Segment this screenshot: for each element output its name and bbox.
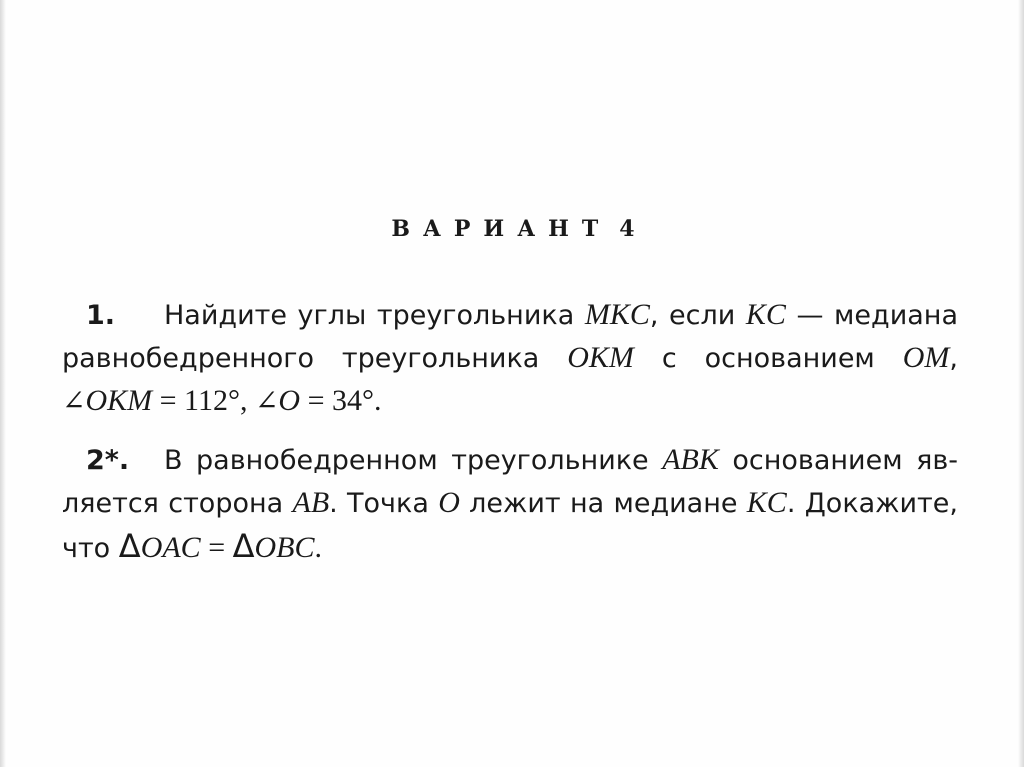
problem-1-var-mkc: MKC (584, 298, 650, 331)
problem-2-var-kc: KC (746, 486, 787, 519)
problem-1-angle1-value: = 112°, (152, 384, 255, 417)
variant-title-word: ВАРИАНТ (391, 216, 612, 242)
problem-2-var-o: O (438, 486, 460, 519)
problem-2-text-c: . Точка (329, 488, 439, 519)
triangle-icon: Δ (118, 527, 141, 565)
problem-2-equals: = (200, 531, 233, 564)
problem-2-tri2: OBC (254, 531, 315, 564)
triangle-icon: Δ (232, 527, 255, 565)
problem-2-var-abk: ABK (662, 443, 719, 476)
problem-2-end: . (314, 531, 322, 564)
problem-1-text-c: — медиана равнобедренного треугольника (62, 300, 958, 374)
problem-2-var-ab: AB (292, 486, 330, 519)
variant-title (68, 200, 958, 258)
slide-left-edge (0, 0, 6, 767)
problem-1-var-okm: OKM (567, 341, 634, 374)
problem-2-text-e: . Докажите, что (62, 488, 958, 564)
problem-2-number: 2*. (86, 445, 130, 476)
problem-1-angle1-name: OKM (85, 384, 153, 417)
variant-title-number: 4 (619, 216, 635, 242)
problem-1 (62, 294, 958, 423)
problem-1-number: 1. (86, 300, 116, 331)
problem-1-var-om: OM (902, 341, 950, 374)
problem-1-angle2-value: = 34°. (300, 384, 382, 417)
problem-2 (62, 439, 958, 570)
problem-1-text-b: , если (649, 300, 746, 331)
problem-2-text-a: В равнобедренном треугольнике (164, 445, 663, 476)
problem-2-text-b: основанием яв-ляется сторона (62, 445, 958, 519)
problem-1-text-a: Найдите углы треугольника (164, 300, 585, 331)
problem-1-text-e: , (949, 343, 958, 374)
problem-2-text-d: лежит на медиане (459, 488, 747, 519)
worksheet-content (62, 200, 958, 570)
problem-1-angle2-name: O (278, 384, 301, 417)
angle-icon: ∠ (254, 384, 279, 417)
problem-1-text-d: с основанием (633, 343, 903, 374)
slide-right-edge (1018, 0, 1024, 767)
problem-1-var-kc: KC (745, 298, 786, 331)
problem-2-tri1: OAC (140, 531, 201, 564)
angle-icon: ∠ (62, 384, 86, 417)
